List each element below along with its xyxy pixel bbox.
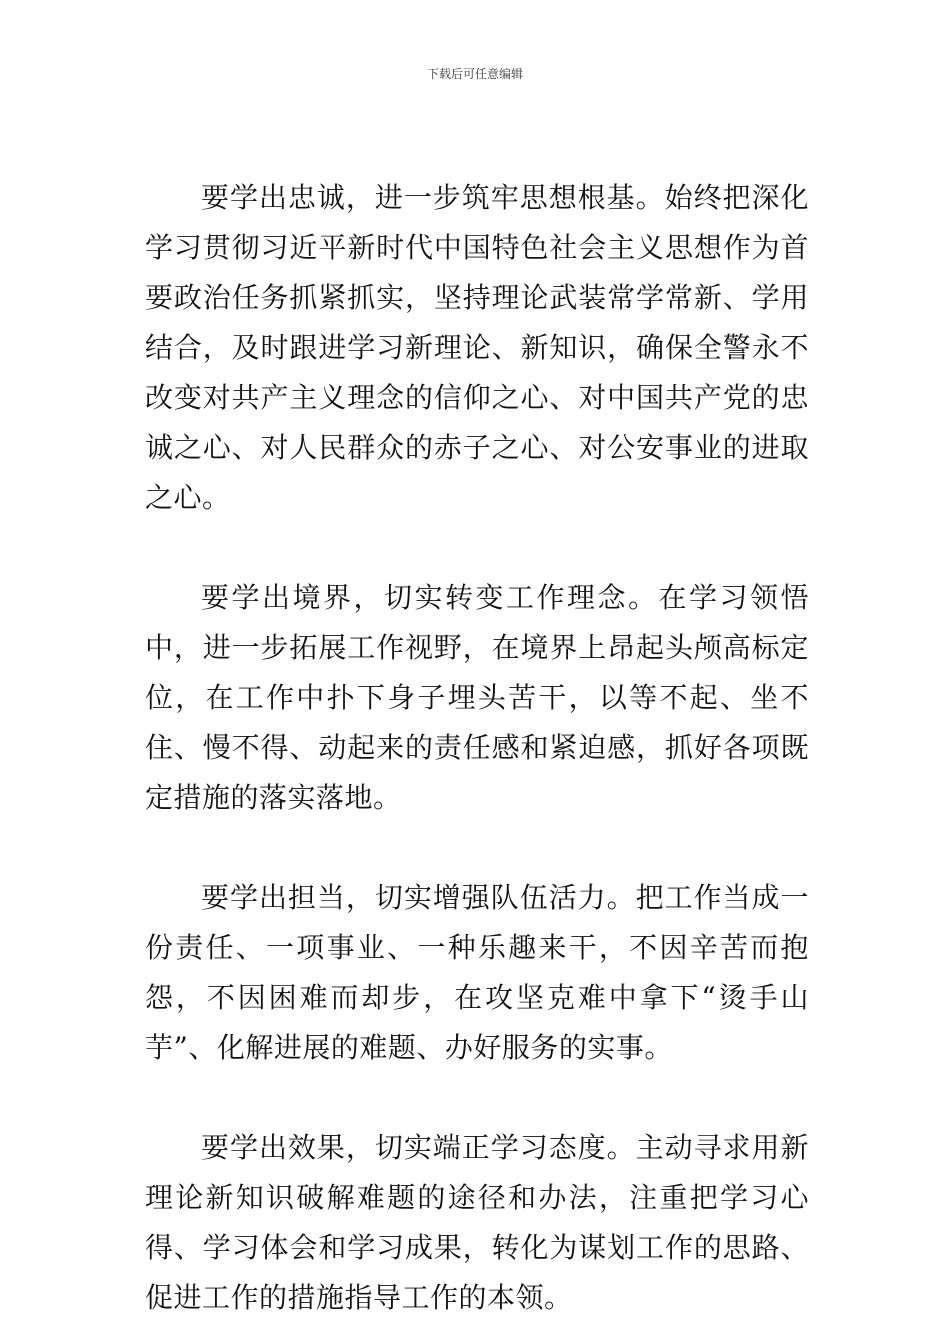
paragraph-responsibility: 要学出担当，切实增强队伍活力。把工作当成一份责任、一项事业、一种乐趣来干，不因辛苦而抱怨，不因困难而却步，在攻坚克难中拿下“烫手山芋”、化解进展的难题、办好服务的实事。 — [145, 881, 809, 1064]
document-body — [145, 173, 809, 1323]
paragraph-vision: 要学出境界，切实转变工作理念。在学习领悟中，进一步拓展工作视野，在境界上昂起头颅高标定位，在工作中扑下身子埋头苦干，以等不起、坐不住、慢不得、动起来的责任感和紧迫感，抓好各项既定措施的落实落地。 — [145, 581, 809, 814]
paragraph-loyalty: 要学出忠诚，进一步筑牢思想根基。始终把深化学习贯彻习近平新时代中国特色社会主义思想作为首要政治任务抓紧抓实，坚持理论武装常学常新、学用结合，及时跟进学习新理论、新知识，确保全警永不改变对共产主义理念的信仰之心、对中国共产党的忠诚之心、对人民群众的赤子之心、对公安事业的进取之心。 — [145, 181, 809, 514]
header-note: 下载后可任意编辑 — [426, 67, 523, 81]
paragraph-effectiveness: 要学出效果，切实端正学习态度。主动寻求用新理论新知识破解难题的途径和办法，注重把学习心得、学习体会和学习成果，转化为谋划工作的思路、促进工作的措施指导工作的本领。 — [145, 1131, 809, 1314]
